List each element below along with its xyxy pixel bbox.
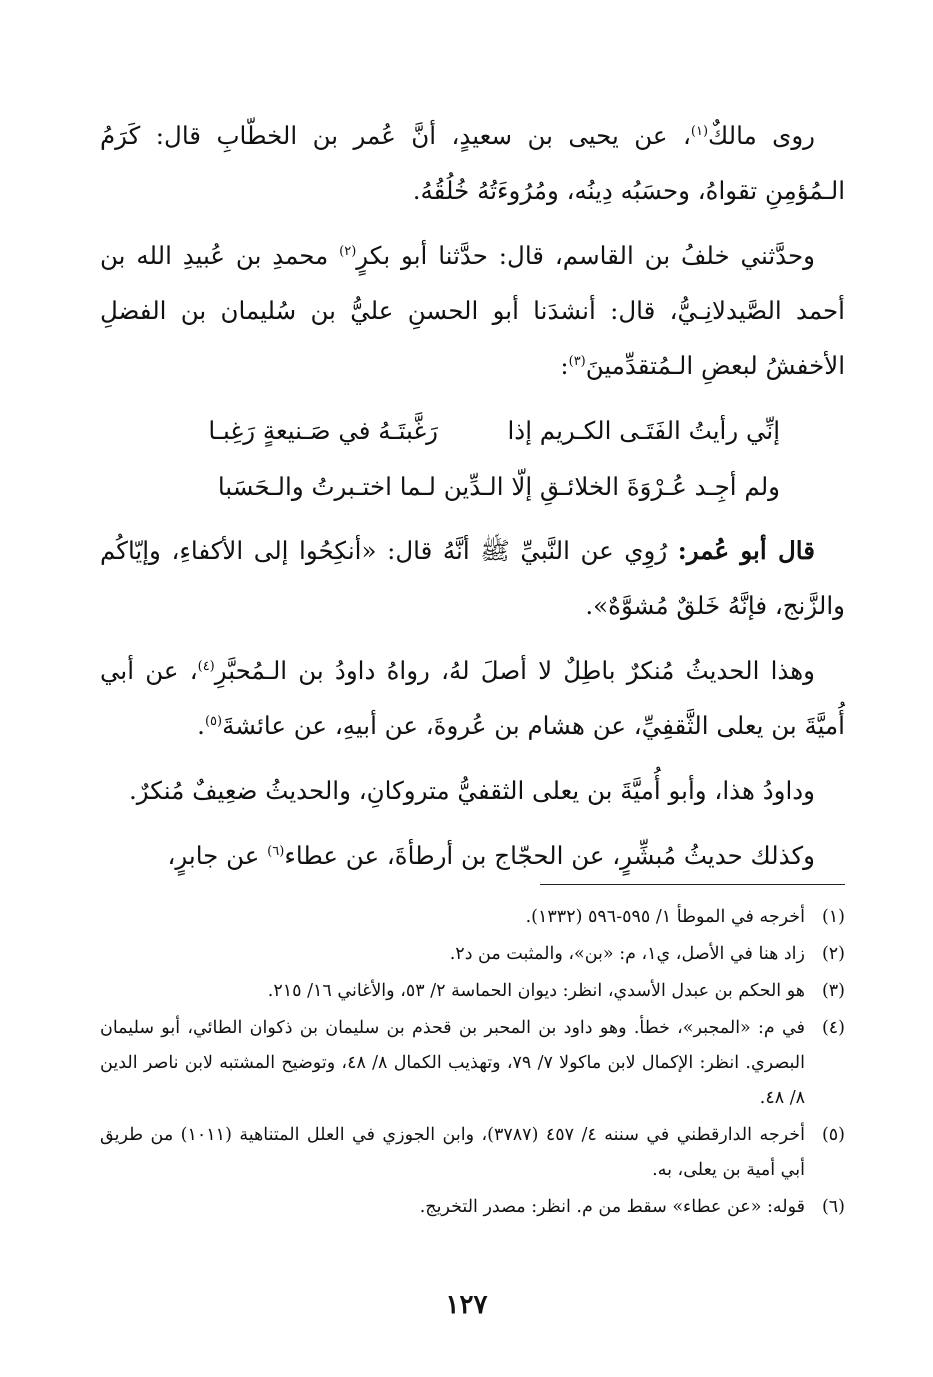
footnote-number: (١)	[821, 907, 845, 927]
footnote-text: أخرجه في الموطأ ١/ ٥٩٥-٥٩٦ (١٣٣٢).	[525, 907, 805, 927]
footnote	[100, 1118, 845, 1188]
paragraph-text: وداودُ هذا، وأبو أُميَّةَ بن يعلى الثقفيُّ متروكانِ، والحديثُ ضعِيفٌ مُنكرٌ.	[128, 776, 815, 805]
poem-verse	[100, 459, 845, 515]
footnote	[100, 1190, 845, 1225]
footnote-number: (٦)	[821, 1197, 845, 1217]
paragraph-text: رُوِي عن النَّبيِّ ﷺ أنَّهُ قال: «أنكِحُوا إلى الأكفاءِ، وإيّاكُم والزَّنج، فإنَّهُ خَلقٌ مُشوَّهٌ».	[100, 536, 845, 620]
poem-verse	[100, 403, 845, 459]
paragraph	[100, 228, 845, 393]
footnote	[100, 900, 845, 935]
paragraph-text: وهذا الحديثُ مُنكرٌ باطِلٌ لا أصلَ لهُ، رواهُ داودُ بن الـمُحبَّرِ	[214, 656, 815, 685]
footnote-number: (٢)	[821, 944, 845, 964]
footnote-text: في م: «المجبر»، خطأ. وهو داود بن المحبر بن قحذم بن سليمان بن ذكوان الطائي، أبو سليمان البصري. انظر: الإكمال لابن ماكولا ٧/ ٧٩، وتهذيب الكمال ٨/ ٤٨، وتوضيح المشتبه لابن ناصر الدين ٨/ ٤٨.	[100, 1018, 805, 1108]
paragraphs-after-poem	[100, 523, 845, 883]
footnote	[100, 1011, 845, 1116]
paragraph	[100, 108, 845, 218]
footnote-number: (٥)	[821, 1125, 845, 1145]
footnotes	[100, 900, 845, 1227]
footnote-text: هو الحكم بن عبدل الأسدي، انظر: ديوان الحماسة ٢/ ٥٣، والأغاني ١٦/ ٢١٥.	[267, 981, 805, 1001]
paragraph	[100, 828, 845, 883]
paragraph-text: ، عن أبي أُميَّةَ بن يعلى الثَّقفِيِّ، عن هشام بن عُروةَ، عن أبيهِ، عن عائشةَ	[100, 656, 845, 740]
verse-second-hemistich: رَغَّبتَـهُ في صَـنيعةٍ رَغِبـا	[208, 416, 438, 445]
footnote-text: زاد هنا في الأصل، ي١، م: «بن»، والمثبت من د٢.	[449, 944, 805, 964]
paragraph	[100, 523, 845, 633]
paragraph-text: وحدَّثني خلفُ بن القاسم، قال: حدَّثنا أبو بكرٍ	[356, 241, 815, 270]
paragraph-text: محمدِ بن عُبيدِ الله بن أحمد الصَّيدلانِـيُّ، قال: أنشدَنا أبو الحسنِ عليُّ بن سُليمان بن الفضلِ الأخفشُ لبعضِ الـمُتقدِّمينَ	[100, 241, 845, 380]
footnote-reference: (٦)	[267, 843, 285, 859]
footnote-number: (٣)	[821, 981, 845, 1001]
footnote-reference: (٤)	[197, 658, 215, 674]
paragraph	[100, 763, 845, 818]
speaker-label: قال أبو عُمر:	[677, 536, 815, 565]
verse-first-hemistich: إنِّي رأيتُ الفَتَـى الكـريم إذا	[507, 416, 780, 445]
paragraph-text: .	[197, 711, 205, 740]
paragraphs-before-poem	[100, 108, 845, 393]
footnote-reference: (٣)	[568, 353, 586, 369]
footnote-number: (٤)	[821, 1018, 845, 1038]
footnote-reference: (١)	[690, 123, 709, 139]
paragraph	[100, 643, 845, 753]
footnote	[100, 974, 845, 1009]
footnote-reference: (٢)	[339, 243, 357, 259]
verse-first-hemistich: ولم أجِـد عُـرْوَةَ الخلائـقِ إلّا الـدِّين لـما اختـبرتُ والـحَسَبا	[217, 472, 780, 501]
footnote-separator	[540, 884, 845, 885]
poem	[100, 403, 845, 515]
footnote-text: أخرجه الدارقطني في سننه ٤/ ٤٥٧ (٣٧٨٧)، وابن الجوزي في العلل المتناهية (١٠١١) من طريق أبي أمية بن يعلى، به.	[100, 1125, 805, 1180]
paragraph-text: روى مالكٌ	[708, 121, 815, 150]
page-number: ١٢٧	[445, 1290, 488, 1320]
paragraph-text: :	[560, 351, 569, 380]
footnote-reference: (٥)	[204, 713, 223, 729]
paragraph-text: وكذلك حديثُ مُبشِّرٍ، عن الحجّاج بن أرطأةَ، عن عطاء	[284, 841, 815, 870]
paragraph-text: عن جابرٍ،	[167, 841, 268, 870]
footnote	[100, 937, 845, 972]
footnote-text: قوله: «عن عطاء» سقط من م. انظر: مصدر التخريج.	[419, 1197, 805, 1217]
main-text	[100, 108, 845, 893]
paragraph-text: ، عن يحيى بن سعيدٍ، أنَّ عُمر بن الخطّابِ قال: كَرَمُ الـمُؤمِنِ تقواهُ، وحسَبُه دِينُه، ومُرُوءَتُهُ خُلُقُهُ.	[100, 121, 845, 205]
